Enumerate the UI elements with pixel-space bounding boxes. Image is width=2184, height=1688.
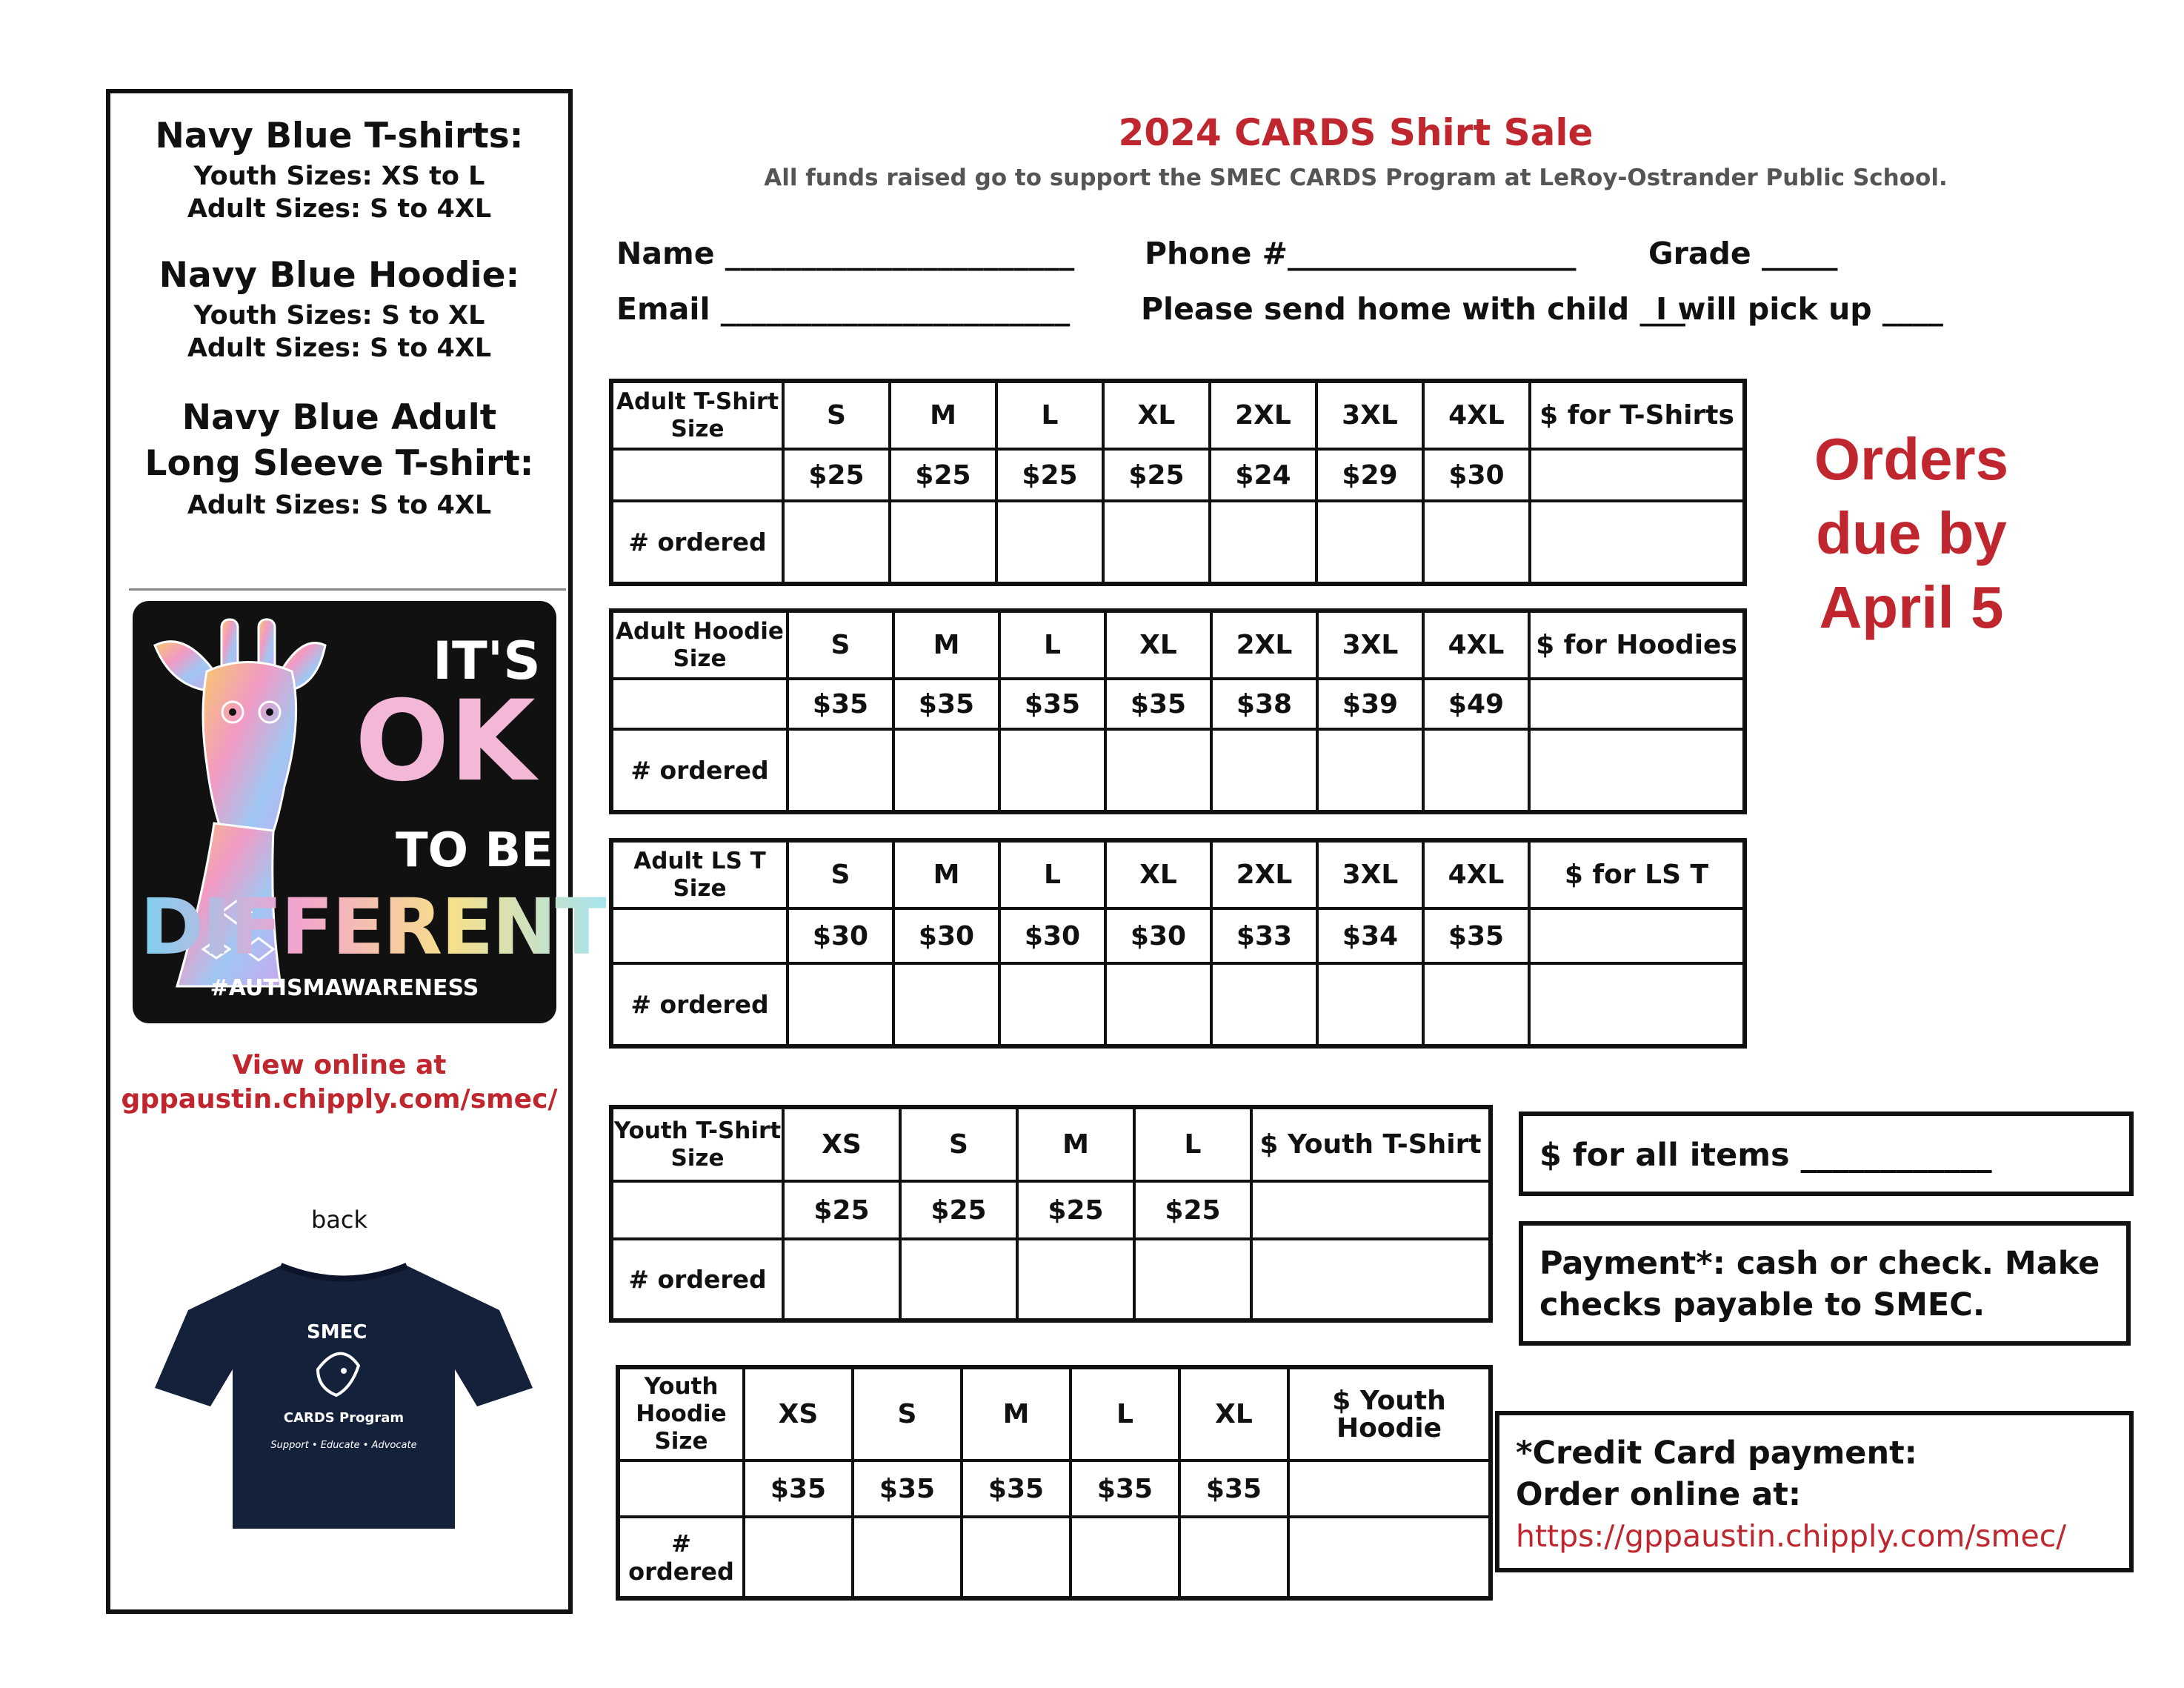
quantity-input[interactable] (1105, 963, 1211, 1046)
ls-adult-sizes: Adult Sizes: S to 4XL (187, 491, 492, 520)
size-3xl-header: 3XL (1317, 611, 1423, 679)
page-title: 2024 CARDS Shirt Sale (1118, 111, 1594, 154)
poster-hashtag: #AUTISMAWARENESS (210, 975, 479, 1001)
subtotal-header: $ for LS T (1529, 840, 1745, 908)
quantity-input[interactable] (1179, 1517, 1288, 1598)
quantity-input[interactable] (1317, 729, 1423, 812)
autism-awareness-poster (133, 601, 607, 1023)
orders-due-notice (1771, 422, 2052, 645)
subtotal-input[interactable] (1251, 1181, 1491, 1239)
quantity-input[interactable] (1423, 501, 1530, 584)
view-online-url[interactable]: gppaustin.chipply.com/smec/ (121, 1084, 558, 1114)
quantity-input[interactable] (900, 1239, 1017, 1320)
ordered-row-label: # ordered (618, 1517, 744, 1598)
price-cell: $35 (1423, 908, 1529, 963)
size-s-header: S (788, 840, 893, 908)
payment-line1: Payment*: cash or check. Make (1539, 1245, 2100, 1282)
tshirts-youth-sizes: Youth Sizes: XS to L (193, 162, 485, 191)
payment-box (1519, 1221, 2131, 1346)
ordered-row-label: # ordered (611, 963, 788, 1046)
tshirts-adult-sizes: Adult Sizes: S to 4XL (187, 194, 492, 224)
quantity-input[interactable] (1317, 963, 1423, 1046)
quantity-input[interactable] (996, 501, 1103, 584)
price-cell: $35 (744, 1461, 853, 1517)
phone-field[interactable]: Phone #___________________ (1145, 236, 1577, 271)
size-xl-header: XL (1105, 611, 1211, 679)
hoodie-adult-sizes: Adult Sizes: S to 4XL (187, 333, 492, 363)
tshirt-icon (151, 1258, 536, 1532)
quantity-input[interactable] (783, 501, 890, 584)
poster-its: IT'S (433, 631, 541, 691)
size-m-header: M (890, 381, 996, 449)
quantity-input[interactable] (999, 729, 1105, 812)
email-field[interactable]: Email _______________________ (616, 291, 1071, 327)
size-2xl-header: 2XL (1211, 840, 1317, 908)
size-4xl-header: 4XL (1423, 611, 1529, 679)
table-header-cell: Adult Hoodie Size (611, 611, 788, 679)
orders-due-line3: April 5 (1819, 574, 2004, 640)
price-row-label (618, 1461, 744, 1517)
size-2xl-header: 2XL (1211, 611, 1317, 679)
quantity-input[interactable] (1210, 501, 1316, 584)
price-cell: $25 (900, 1181, 1017, 1239)
shirt-print-tagline: Support • Educate • Advocate (270, 1440, 417, 1451)
orders-due-line2: due by (1816, 500, 2007, 566)
quantity-input[interactable] (1134, 1239, 1251, 1320)
quantity-input[interactable] (893, 729, 999, 812)
payment-line2: checks payable to SMEC. (1539, 1286, 1985, 1323)
size-s-header: S (900, 1107, 1017, 1181)
ordered-row-label: # ordered (611, 1239, 783, 1320)
size-3xl-header: 3XL (1316, 381, 1423, 449)
price-cell: $30 (999, 908, 1105, 963)
quantity-input[interactable] (1071, 1517, 1179, 1598)
quantity-input[interactable] (783, 1239, 900, 1320)
price-cell: $24 (1210, 449, 1316, 501)
subtotal-input[interactable] (1529, 908, 1745, 963)
price-cell: $38 (1211, 679, 1317, 729)
price-cell: $25 (1103, 449, 1210, 501)
price-cell: $33 (1211, 908, 1317, 963)
size-3xl-header: 3XL (1317, 840, 1423, 908)
tshirt-back-image (151, 1258, 536, 1532)
size-l-header: L (999, 611, 1105, 679)
shirt-print-program: CARDS Program (283, 1410, 404, 1426)
quantity-input[interactable] (744, 1517, 853, 1598)
price-cell: $35 (1105, 679, 1211, 729)
size-m-header: M (1017, 1107, 1134, 1181)
quantity-input[interactable] (890, 501, 996, 584)
subtotal-header: $ for Hoodies (1529, 611, 1745, 679)
quantity-input[interactable] (893, 963, 999, 1046)
price-cell: $30 (1423, 449, 1530, 501)
price-cell: $35 (962, 1461, 1071, 1517)
total-box (1519, 1112, 2134, 1196)
table-header-cell: Youth Hoodie Size (618, 1367, 744, 1461)
credit-line1: *Credit Card payment: (1516, 1435, 1917, 1472)
size-s-header: S (783, 381, 890, 449)
price-cell: $35 (853, 1461, 962, 1517)
pick-up-option[interactable]: I will pick up ____ (1656, 291, 1943, 327)
quantity-input[interactable] (1103, 501, 1210, 584)
ls-heading-line2: Long Sleeve T-shirt: (144, 443, 534, 484)
credit-card-box (1495, 1411, 2134, 1572)
price-cell: $35 (1179, 1461, 1288, 1517)
price-cell: $39 (1317, 679, 1423, 729)
size-l-header: L (1071, 1367, 1179, 1461)
size-s-header: S (788, 611, 893, 679)
subtotal-input[interactable] (1288, 1461, 1491, 1517)
credit-order-link[interactable]: https://gppaustin.chipply.com/smec/ (1516, 1518, 2067, 1554)
subtotal-input[interactable] (1529, 679, 1745, 729)
quantity-input[interactable] (1017, 1239, 1134, 1320)
price-cell: $35 (788, 679, 893, 729)
hoodie-youth-sizes: Youth Sizes: S to XL (193, 301, 485, 330)
quantity-input[interactable] (999, 963, 1105, 1046)
ordered-row-label: # ordered (611, 729, 788, 812)
back-label: back (310, 1206, 368, 1234)
size-m-header: M (893, 840, 999, 908)
subtotal-header: $ Youth T-Shirt (1251, 1107, 1491, 1181)
size-s-header: S (853, 1367, 962, 1461)
quantity-input[interactable] (962, 1517, 1071, 1598)
table-header-cell: Youth T-Shirt Size (611, 1107, 783, 1181)
subtotal-header: $ Youth Hoodie (1288, 1367, 1491, 1461)
shirt-print-org: SMEC (307, 1321, 367, 1343)
size-2xl-header: 2XL (1210, 381, 1316, 449)
quantity-input[interactable] (1423, 963, 1529, 1046)
size-l-header: L (999, 840, 1105, 908)
grade-field[interactable]: Grade _____ (1648, 236, 1838, 271)
product-info-sidebar (106, 89, 607, 1614)
price-row-label (611, 679, 788, 729)
poster-to-be: TO BE (396, 823, 553, 878)
size-xs-header: XS (744, 1367, 853, 1461)
price-cell: $35 (893, 679, 999, 729)
quantity-input[interactable] (1105, 729, 1211, 812)
size-l-header: L (996, 381, 1103, 449)
subtotal-input[interactable] (1529, 729, 1745, 812)
size-xl-header: XL (1179, 1367, 1288, 1461)
send-home-option[interactable]: Please send home with child ___ (1141, 291, 1685, 327)
size-m-header: M (962, 1367, 1071, 1461)
youth-tshirt-table (609, 1105, 1493, 1323)
ls-heading-line1: Navy Blue Adult (182, 397, 497, 438)
price-cell: $25 (996, 449, 1103, 501)
size-m-header: M (893, 611, 999, 679)
size-l-header: L (1134, 1107, 1251, 1181)
price-cell: $30 (893, 908, 999, 963)
orders-due-line1: Orders (1814, 426, 2009, 492)
size-xs-header: XS (783, 1107, 900, 1181)
adult-tshirt-table (609, 379, 1747, 586)
price-cell: $35 (1071, 1461, 1179, 1517)
price-cell: $25 (1134, 1181, 1251, 1239)
ordered-row-label: # ordered (611, 501, 783, 584)
quantity-input[interactable] (1316, 501, 1423, 584)
price-cell: $35 (999, 679, 1105, 729)
poster-different: DIFFERENT (140, 882, 607, 972)
price-row-label (611, 908, 788, 963)
subtotal-input[interactable] (1530, 501, 1745, 584)
page-subtitle: All funds raised go to support the SMEC CARDS Program at LeRoy-Ostrander Public School. (764, 165, 1948, 191)
quantity-input[interactable] (788, 963, 893, 1046)
table-header-cell: Adult T-Shirt Size (611, 381, 783, 449)
quantity-input[interactable] (1211, 729, 1317, 812)
subtotal-input[interactable] (1529, 963, 1745, 1046)
subtotal-input[interactable] (1251, 1239, 1491, 1320)
table-header-cell: Adult LS T Size (611, 840, 788, 908)
size-4xl-header: 4XL (1423, 381, 1530, 449)
credit-line2: Order online at: (1516, 1476, 1802, 1513)
subtotal-header: $ for T-Shirts (1530, 381, 1745, 449)
name-field[interactable]: Name _______________________ (616, 236, 1075, 271)
price-cell: $25 (783, 449, 890, 501)
price-cell: $30 (1105, 908, 1211, 963)
price-cell: $34 (1317, 908, 1423, 963)
sidebar-divider (129, 588, 566, 591)
quantity-input[interactable] (1423, 729, 1529, 812)
price-cell: $25 (783, 1181, 900, 1239)
price-row-label (611, 449, 783, 501)
price-cell: $29 (1316, 449, 1423, 501)
total-all-items-field[interactable]: $ for all items ____________ (1539, 1137, 1992, 1174)
quantity-input[interactable] (1211, 963, 1317, 1046)
hoodie-heading: Navy Blue Hoodie: (159, 255, 520, 296)
price-row-label (611, 1181, 783, 1239)
subtotal-input[interactable] (1530, 449, 1745, 501)
poster-ok: OK (355, 677, 536, 806)
price-cell: $25 (1017, 1181, 1134, 1239)
quantity-input[interactable] (853, 1517, 962, 1598)
size-xl-header: XL (1103, 381, 1210, 449)
view-online-label: View online at (232, 1050, 447, 1080)
youth-hoodie-table (616, 1365, 1493, 1601)
size-4xl-header: 4XL (1423, 840, 1529, 908)
quantity-input[interactable] (788, 729, 893, 812)
price-cell: $49 (1423, 679, 1529, 729)
price-cell: $30 (788, 908, 893, 963)
tshirts-heading: Navy Blue T-shirts: (155, 116, 524, 156)
subtotal-input[interactable] (1288, 1517, 1491, 1598)
adult-hoodie-table (609, 608, 1747, 814)
adult-ls-table (609, 838, 1747, 1049)
price-cell: $25 (890, 449, 996, 501)
size-xl-header: XL (1105, 840, 1211, 908)
